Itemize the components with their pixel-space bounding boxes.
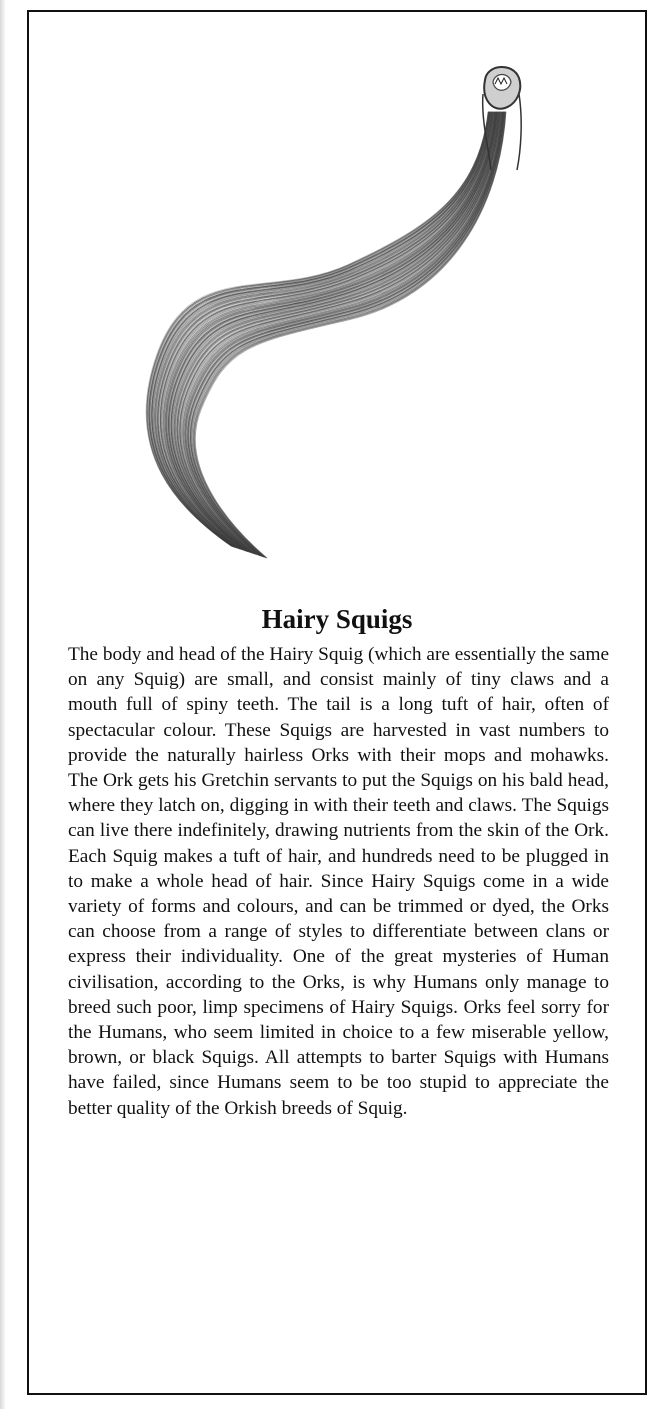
hair-strand	[178, 112, 499, 554]
hair-strand	[162, 112, 494, 550]
hair-strand	[176, 112, 499, 553]
page-edge-shadow	[0, 0, 6, 1409]
hairy-squig-illustration	[99, 52, 579, 572]
article-title: Hairy Squigs	[261, 604, 413, 634]
hair-strand	[195, 112, 506, 558]
article-body: The body and head of the Hairy Squig (which are essentially the same on any Squig) are small, and consist mainly of tiny claws and a mouth full of spiny teeth. The tail is a long tuft of hair, often of spectacular colour. These Squigs are harvested in vast numbers to provide the naturally hairless Orks with their mops and mohawks. The Ork gets his Gretchin servants to put the Squigs on his bald head, where they latch on, digging in with their teeth and claws. The Squigs can live there indefinitely, drawing nutrients from the skin of the Ork. Each Squig makes a tuft of hair, and hundreds need to be plugged in to make a whole head of hair. Since Hairy Squigs come in a wide variety of forms and colours, and can be trimmed or dyed, the Orks can choose from a range of styles to differentiate between clans or express their individuality. One of the great mysteries of Human civilisation, according to the Orks, is why Humans only manage to breed such poor, limp specimens of Hairy Squigs. Orks feel sorry for the Humans, who seem limited in choice to a few miserable yellow, brown, or black Squigs. All attempts to barter Squigs with Humans have failed, since Humans seem to be too stupid to appreciate the better quality of the Orkish breeds of Squig.	[68, 644, 609, 1119]
hair-strand	[189, 112, 504, 556]
hair-strand	[158, 112, 492, 549]
hair-strand	[188, 112, 503, 556]
hair-strand	[193, 112, 505, 557]
